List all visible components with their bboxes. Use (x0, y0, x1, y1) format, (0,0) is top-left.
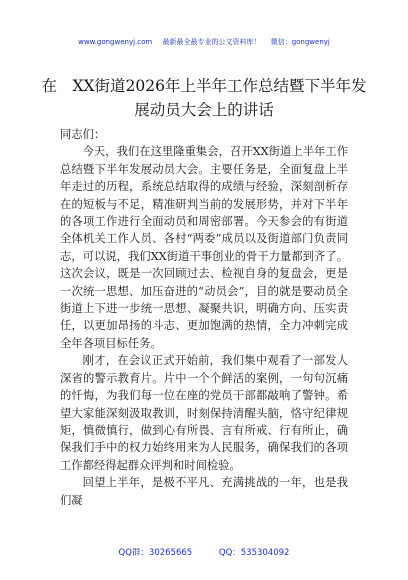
salutation: 同志们： (60, 128, 106, 141)
page-header (0, 37, 408, 47)
document-body (60, 126, 348, 509)
paragraph: 今天，我们在这里隆重集会，召开XX街道上半年工作总结暨下半年发展动员大会。主要任务是，全面复盘上半年走过的历程，系统总结取得的成绩与经验，深刻剖析存在的短板与不足，精准研判当前的发展形势，并对下半年的各项工作进行全面动员和周密部署。今天参会的有街道全体机关工作人员、各村“两委”成员以及街道部门负责同志，可以说，我们XX街道干事创业的骨干力量都到齐了。这次会议，既是一次回顾过去、检视自身的复盘会，更是一次统一思想、加压奋进的“动员会”，目的就是要动员全街道上下进一步统一思想、凝聚共识，明确方向、压实责任，以更加昂扬的斗志、更加饱满的热情，全力冲刺完成全年各项目标任务。 (60, 145, 348, 350)
qq-group: QQ群：30265665 (118, 548, 193, 558)
page-footer (0, 546, 408, 558)
document-title: 在 XX街道2026年上半年工作总结暨下半年发展动员大会上的讲话 (41, 77, 367, 119)
paragraph: 回望上半年，是极不平凡、充满挑战的一年，也是我们凝 (60, 476, 348, 507)
site-link[interactable]: www.gongwenyj.com (78, 38, 153, 46)
qq-number: QQ：535304092 (218, 548, 290, 558)
site-slogan: 最新最全最专业的公文资料库！ (162, 38, 261, 46)
paragraph: 刚才，在会议正式开始前，我们集中观看了一部发人深省的警示教育片。片中一个个鲜活的案例，一句句沉痛的忏悔，为我们每一位在座的党员干部都敲响了警钟。希望大家能深刻汲取教训，时刻保持清醒头脑，恪守纪律规矩，慎微慎行，做到心有所畏、言有所戒、行有所止，确保我们手中的权力始终用来为人民服务，确保我们的各项工作都经得起群众评判和时间检验。 (60, 354, 348, 472)
wechat-id: 微信：gongwenyj (270, 38, 330, 46)
